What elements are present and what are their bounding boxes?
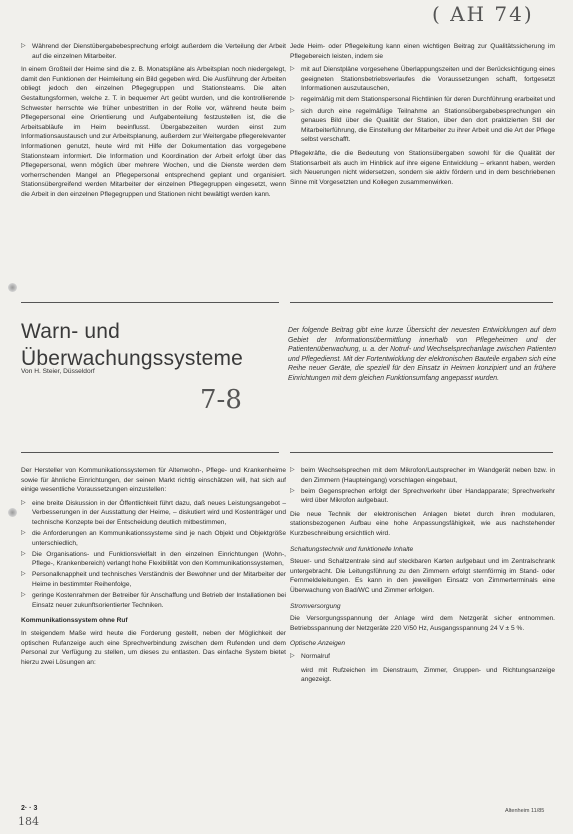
- top-right-lead: Jede Heim- oder Pflegeleitung kann einen wichtigen Beitrag zur Qualitätssicherung im Pflegebereich leisten, indem sie: [290, 43, 555, 60]
- list-item: ▷ mit auf Dienstpläne vorgesehene Überlappungszeiten und der Berücksichtigung eines geeigneten Stationsbetriebsverlaufes die Voraussetzungen schafft, fortgesetzt Informationen auszutauschen,: [290, 65, 555, 94]
- article-intro: Der folgende Beitrag gibt eine kurze Übersicht der neuesten Entwicklungen auf dem Gebiet der Informationsübermittlung innerhalb von Pflegeheimen und der Patientenüberwachung, u. a. der Notruf- und Wechselsprechanlage zwischen Patienten und Pflegedienst. Mit der Fortentwicklung der elektronischen Bauteile ergaben sich eine Reihe neuer Geräte, die speziell für den Einsatz in Heimen konzipiert und an frühere Einrichtungen mit dem gleichen Funktionsumfang angepasst wurden.: [288, 327, 556, 382]
- divider-right: [290, 302, 553, 303]
- divider-left: [21, 302, 279, 303]
- subheading-optische-anzeigen: Optische Anzeigen: [290, 640, 346, 648]
- list-item: ▷ Die Organisations- und Funktionsvielfalt in den einzelnen Einrichtungen (Wohn-, Pflege-, Krankenbereich) verlangt hohe Flexibilität von den Kommunikationssystemen,: [21, 550, 286, 569]
- divider-header-left: [21, 452, 279, 453]
- bottom-left-column: [21, 466, 286, 671]
- list-item: ▷ geringe Kostenrahmen der Betreiber für Anschaffung und Betrieb der Installationen bei Einsatz neuer zukunftsorientierter Techniken.: [21, 591, 286, 610]
- top-right-closing: Pflegekräfte, die die Bedeutung von Stationsübergaben sowohl für die Qualität der Stationsarbeit als auch im Hinblick auf ihre eigene Entwicklung – erkannt haben, werden sich Neuerungen nicht widersetzen, sondern sie aktiv fördern und in dem beschriebenen Sinne mit Vorgesetzten und Kollegen zusammenwirken.: [290, 149, 555, 186]
- bottom-right-paragraph-1: Die neue Technik der elektronischen Anlagen bietet durch ihren modularen, stationsbezogenen Aufbau eine hohe Anpassungsfähigkeit, wie aus nachstehender Kurzbeschreibung ersichtlich wird.: [290, 510, 555, 538]
- subheading-schaltungstechnik: Schaltungstechnik und funktionelle Inhalte: [290, 545, 414, 553]
- list-item: ▷ Während der Dienstübergabebesprechung erfolgt außerdem die Verteilung der Arbeit auf die einzelnen Mitarbeiter.: [21, 42, 286, 61]
- subheading-stromversorgung: Stromversorgung: [290, 602, 341, 610]
- bottom-left-lead: Der Hersteller von Kommunikationssystemen für Altenwohn-, Pflege- und Krankenheime sowie für ähnliche Einrichtungen, der seinen Markt richtig einschätzen will, hat sich auf einige wesentliche Voraussetzungen einzustellen:: [21, 467, 286, 494]
- list-item: ▷ sich durch eine regelmäßige Teilnahme an Stationsübergabebesprechungen ein genaues Bild über die Qualität der Station, über den dort praktizierten Stil der Mitarbeiterführung, die Einstellung der Mitarbeiter zu ihrer Arbeit und die Art der Pflege selbst verschafft.: [290, 107, 555, 145]
- section-heading-kommunikationssystem: Kommunikationssystem ohne Ruf: [21, 617, 128, 625]
- bottom-left-bullets: [21, 499, 286, 611]
- bottom-right-bullets-2: [290, 652, 555, 662]
- list-item: ▷ regelmäßig mit dem Stationspersonal Richtlinien für deren Durchführung erarbeitet und: [290, 95, 555, 105]
- top-left-column: [21, 42, 286, 204]
- list-item: ▷ beim Gegensprechen erfolgt der Sprechverkehr über Handapparate; Sprechverkehr wird über Mikrofon aufgebaut.: [290, 487, 555, 506]
- top-right-bullets: [290, 65, 555, 145]
- list-item: ▷ eine breite Diskussion in der Öffentlichkeit führt dazu, daß neues Leistungsangebot – Verbesserungen in der Ausstattung der Heime, – diskutiert wird und Kostenträger und technische Konzepte bei der Entscheidung deutlich mitbestimmen,: [21, 499, 286, 528]
- list-item: ▷ die Anforderungen an Kommunikationssysteme sind je nach Objekt und Objektgröße unterschiedlich,: [21, 529, 286, 548]
- bottom-left-section-text: In steigendem Maße wird heute die Forderung gestellt, neben der Möglichkeit der optischen Rufanzeige auch eine Sprechverbindung zwischen dem Rufenden und dem Personal zur Verfügung zu stellen, um dieses zu entlasten. Das einfache System bietet hierzu zwei Lösungen an:: [21, 629, 286, 666]
- publication-footer: Altenheim 11/85: [505, 808, 545, 814]
- top-right-column: [290, 42, 555, 191]
- article-title: Warn- und Überwachungssysteme: [21, 320, 244, 370]
- list-item: ▷ Normalruf: [290, 652, 555, 662]
- article-author: Von H. Steier, Düsseldorf: [21, 368, 95, 375]
- list-item: ▷ beim Wechselsprechen mit dem Mikrofon/Lautsprecher im Wandgerät neben bzw. in den Zimmern (Haupteingang) vorschlagen eingebaut,: [290, 466, 555, 485]
- bottom-right-paragraph-3: Die Versorgungsspannung der Anlage wird dem Netzgerät sicher entnommen. Betriebsspannung der Netzgeräte 220 V/50 Hz, Ausgangsspannung 24 V ± 5 %.: [290, 615, 555, 632]
- bottom-right-bullets: [290, 466, 555, 506]
- bottom-right-bullet-continuation: wird mit Rufzeichen im Dienstraum, Zimmer, Gruppen- und Richtungsanzeige angezeigt.: [301, 666, 555, 684]
- punch-hole-top: [8, 283, 17, 292]
- page-number: 2· · 3: [21, 805, 38, 812]
- handwritten-corner-mark: ( AH 74): [432, 2, 534, 26]
- handwritten-page-scrawl: 184: [18, 815, 39, 828]
- top-left-paragraph: In einem Großteil der Heime sind die z. B. Monatspläne als Arbeitsplan noch niedergelegt, damit den Funktionen der Heimleitung ein Bild gegeben wird. Die Ausführung der Arbeiten obliegt jedoch den einzelnen Pflegegruppen und Stationsteams. Die alten Gestaltungsformen, welche z. T. in bequemer Art geübt wurden, und die kontrollierende Schwester herrschte wie früher unbestritten in der Rolle vor, während heute beim Pflegepersonal eine Orientierung und Aufgabenteilung festzustellen ist, die die Arbeitsabläufe im Heim beeinflusst. Übergabezeiten wurden einst zum Informationsaustausch und zur Arbeitsplanung, außerdem zur Weitergabe pflegerelevanter Informationen genutzt, heute wird mit Hilfe der Dokumentation das vorgegebene Stationsteam informiert. Die Information und Koordination der Arbeit erfolgt über das Pflegepersonal, wenn möglich über mehrere Wochen, und die Dienste werden dem vorherrschenden Mangel an Pflegepersonal entsprechend geplant und organisiert. Stationsübergreifend werden Mitarbeiter der einzelnen Pflegegruppen eingesetzt, wenn die Arbeit in den einzelnen Pflegegruppen und Stationen nicht bewältigt werden kann.: [21, 66, 286, 198]
- punch-hole-bottom: [8, 508, 17, 517]
- bottom-right-paragraph-2: Steuer- und Schaltzentrale sind auf steckbaren Karten aufgebaut und im Zentralschrank untergebracht. Die Leitungsführung zu den Zimmern erfolgt sternförmig im Stand- oder Fernmeldeleitungen. Es kann in den jeweiligen Einsatz von Zimmerterminals eine Überwachung von Bad/WC und Zimmer erfolgen.: [290, 558, 555, 595]
- bottom-right-column: [290, 466, 555, 689]
- list-item: ▷ Personalknappheit und technisches Verständnis der Bewohner und der Mitarbeiter der Heime in bestimmter Reihenfolge,: [21, 570, 286, 589]
- handwritten-section-mark: 7-8: [200, 385, 242, 415]
- divider-header-right: [290, 452, 553, 453]
- top-left-bullets: [21, 42, 286, 61]
